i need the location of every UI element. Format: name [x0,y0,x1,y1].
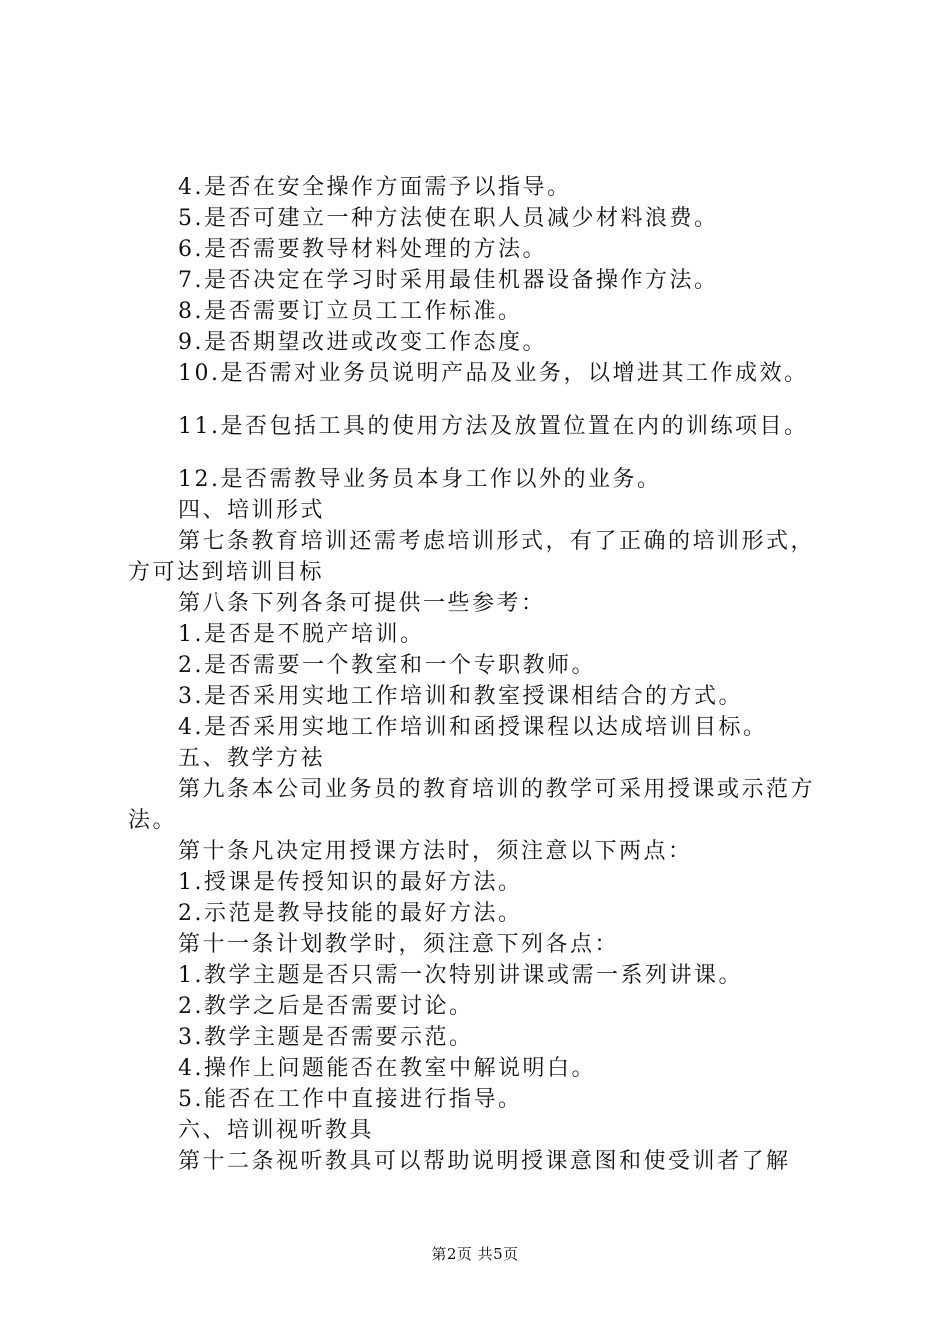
paragraph: 第九条本公司业务员的教育培训的教学可采用授课或示范方法。 [128,777,816,833]
paragraph: 12.是否需教导业务员本身工作以外的业务。 [178,467,662,492]
paragraph: 9.是否期望改进或改变工作态度。 [178,330,547,355]
paragraph: 2.示范是教导技能的最好方法。 [178,901,523,926]
paragraph: 2.教学之后是否需要讨论。 [178,994,474,1019]
paragraph: 4.操作上问题能否在教室中解说明白。 [178,1056,596,1081]
paragraph: 第七条教育培训还需考虑培训形式，有了正确的培训形式，方可达到培训目标 [128,529,816,585]
document-body [128,172,834,1177]
paragraph: 10.是否需对业务员说明产品及业务，以增进其工作成效。 [178,361,809,386]
paragraph: 第十条凡决定用授课方法时，须注意以下两点： [178,839,693,864]
paragraph: 1.是否是不脱产培训。 [178,622,425,647]
section-heading: 四、培训形式 [178,498,326,523]
paragraph: 第十二条视听教具可以帮助说明授课意图和使受训者了解 [178,1149,791,1174]
paragraph: 3.教学主题是否需要示范。 [178,1025,474,1050]
paragraph: 1.授课是传授知识的最好方法。 [178,870,523,895]
section-heading: 六、培训视听教具 [178,1118,375,1143]
paragraph: 6.是否需要教导材料处理的方法。 [178,237,547,262]
paragraph: 1.教学主题是否只需一次特别讲课或需一系列讲课。 [178,963,743,988]
paragraph: 7.是否决定在学习时采用最佳机器设备操作方法。 [178,268,719,293]
paragraph: 8.是否需要订立员工工作标准。 [178,299,523,324]
paragraph: 3.是否采用实地工作培训和教室授课相结合的方式。 [178,684,743,709]
paragraph: 11.是否包括工具的使用方法及放置位置在内的训练项目。 [178,414,809,439]
paragraph: 第十一条计划教学时，须注意下列各点： [178,932,620,957]
paragraph: 2.是否需要一个教室和一个专职教师。 [178,653,596,678]
page-number-footer: 第2页 共5页 [431,1245,519,1263]
paragraph: 5.能否在工作中直接进行指导。 [178,1087,523,1112]
paragraph: 4.是否采用实地工作培训和函授课程以达成培训目标。 [178,715,768,740]
paragraph: 4.是否在安全操作方面需予以指导。 [178,175,572,200]
paragraph: 5.是否可建立一种方法使在职人员减少材料浪费。 [178,206,719,231]
section-heading: 五、教学方祛 [178,746,326,771]
paragraph: 第八条下列各条可提供一些参考： [178,591,546,616]
